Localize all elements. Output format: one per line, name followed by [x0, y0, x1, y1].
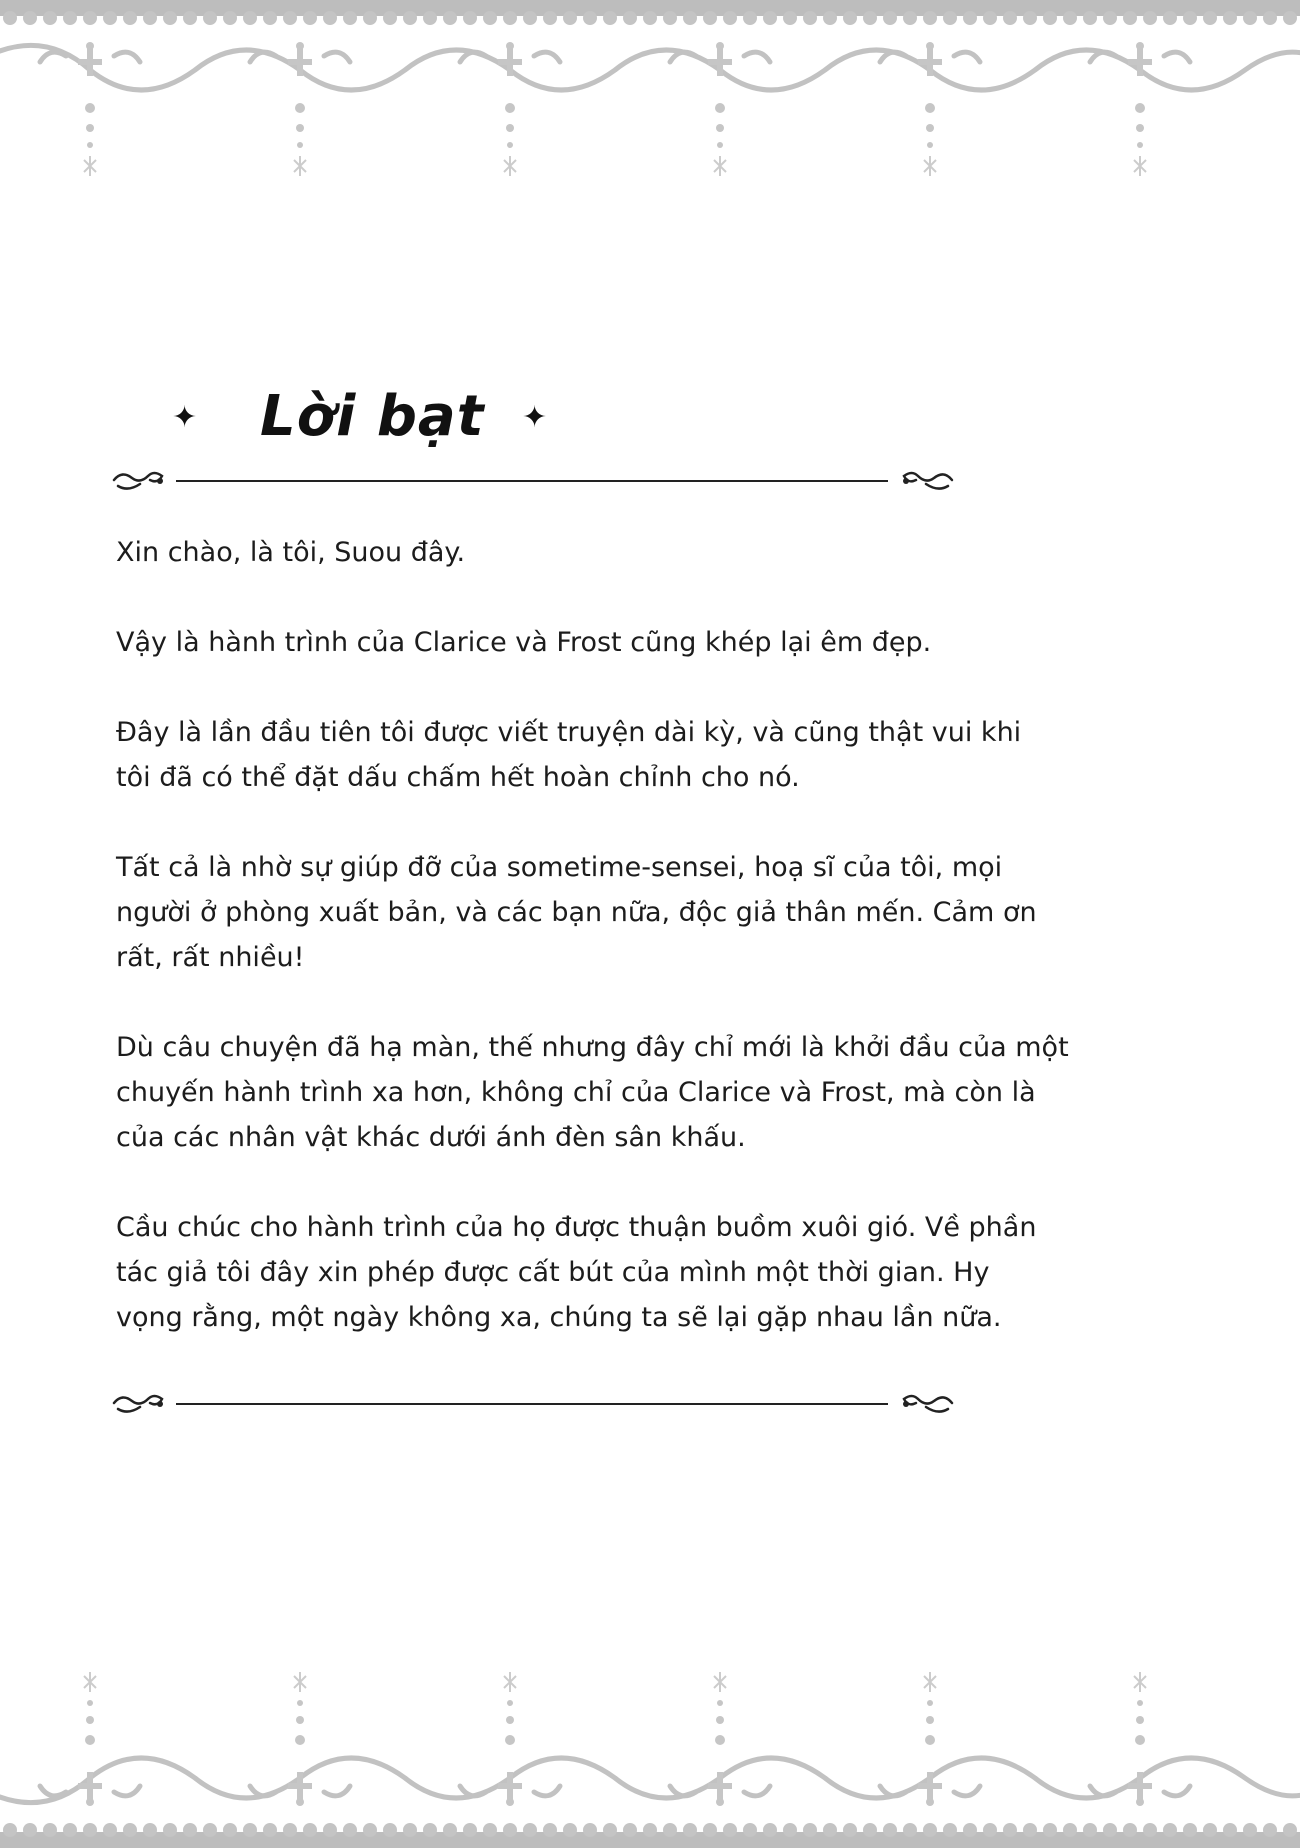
paragraph-thanks: Tất cả là nhờ sự giúp đỡ của sometime-sensei, hoạ sĩ của tôi, mọi người ở phòng xuất bản, và các bạn nữa, độc giả thân mến. Cảm ơn rất, rất nhiều!: [116, 852, 1037, 973]
left-star-ornament-icon: ✦: [172, 400, 198, 435]
paragraph-greeting: Xin chào, là tôi, Suou đây.: [116, 537, 466, 568]
paragraph-new-beginning: Dù câu chuyện đã hạ màn, thế nhưng đây chỉ mới là khởi đầu của một chuyến hành trình xa hơn, không chỉ của Clarice và Frost, mà còn là của các nhân vật khác dưới ánh đèn sân khấu.: [116, 1032, 1069, 1153]
paragraph-farewell: Cầu chúc cho hành trình của họ được thuận buồm xuôi gió. Về phần tác giả tôi đây xin phép được cất bút của mình một thời gian. Hy vọng rằng, một ngày không xa, chúng ta sẽ lại gặp nhau lần nữa.: [116, 1212, 1037, 1333]
afterword-body: [116, 530, 1076, 1385]
paragraph-first-series: Đây là lần đầu tiên tôi được viết truyện dài kỳ, và cũng thật vui khi tôi đã có thể đặt dấu chấm hết hoàn chỉnh cho nó.: [116, 717, 1022, 793]
paragraph-journey-end: Vậy là hành trình của Clarice và Frost cũng khép lại êm đẹp.: [116, 627, 932, 658]
top-lace-border: [0, 0, 1300, 200]
page-title: Lời bạt: [260, 384, 485, 449]
bottom-ornamental-divider: [108, 1389, 958, 1419]
bottom-lace-border: [0, 1648, 1300, 1848]
top-ornamental-divider: [108, 466, 958, 496]
right-star-ornament-icon: ✦: [522, 400, 548, 435]
title-row: [160, 380, 580, 460]
